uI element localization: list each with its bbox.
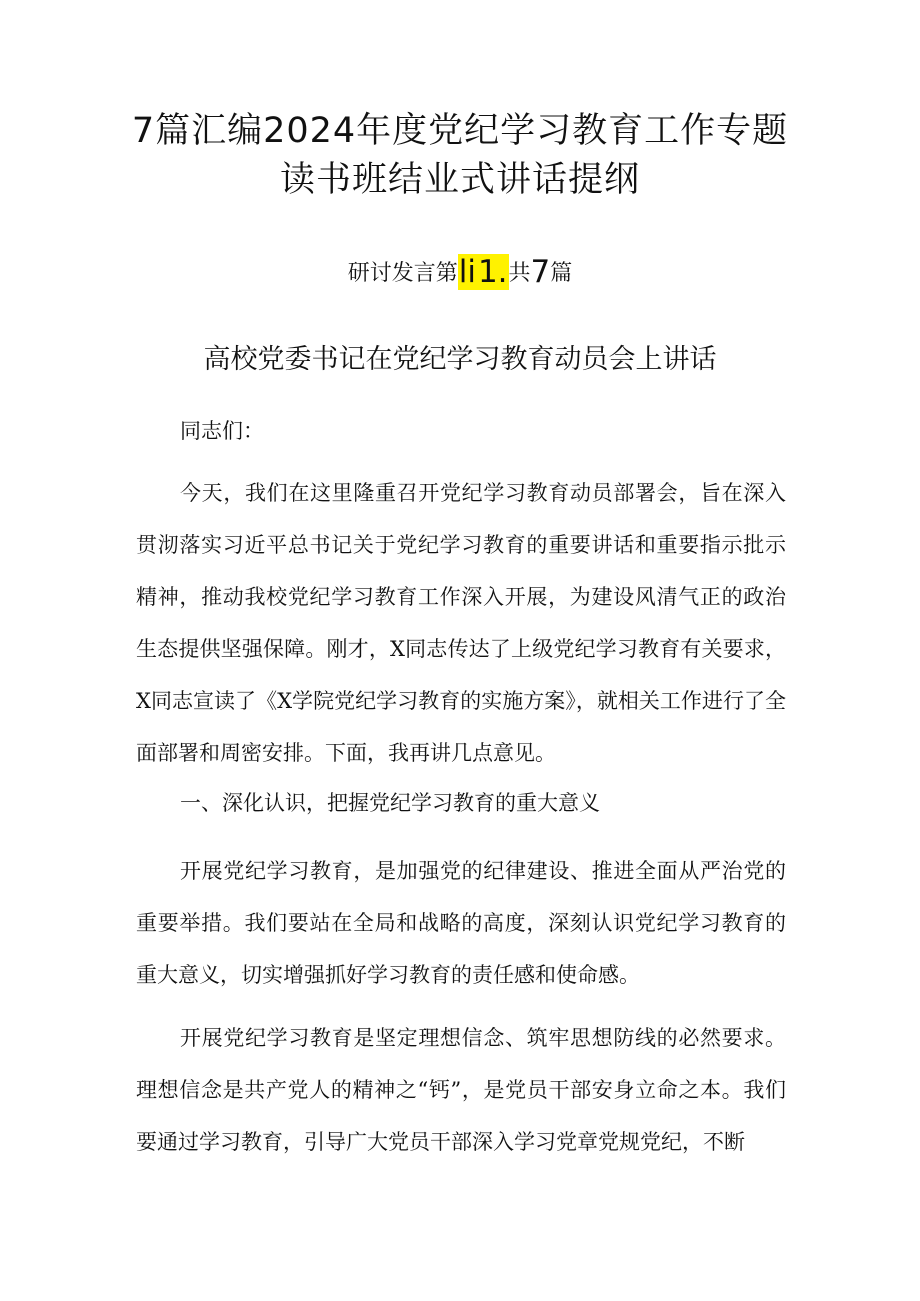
speech-heading: 高校党委书记在党纪学习教育动员会上讲话 — [203, 344, 717, 375]
doc-title-line-2: 读书班结业式讲话提纲 — [279, 160, 640, 200]
subtitle-prefix: 研讨发言第 — [347, 261, 458, 286]
section-heading-1: 一、深化认识，把握党纪学习教育的重大意义 — [180, 791, 600, 815]
subtitle-highlight-b: 1. — [477, 254, 508, 290]
subtitle-suffix: 篇 — [550, 261, 573, 286]
paragraph-1: 今天，我们在这里隆重召开党纪学习教育动员部署会，旨在深入贯沏落实习近平总书记关于党纪学习教育的重要讲话和重要指示批示精神，推动我校党纪学习教育工作深入开展，为建设风清气正的政治生态提供坚强保障。刚才，X同志传达了上级党纪学习教育有关要求，X同志宣读了《X学院党纪学习教育的实施方案》，就相关工作进行了全面部署和周密安排。下面，我再讲几点意见。 — [136, 481, 786, 765]
greeting: 同志们： — [180, 419, 264, 443]
doc-subtitle — [0, 254, 920, 292]
doc-title-line-1: 7篇汇编2024年度党纪学习教育工作专题 — [131, 111, 789, 151]
paragraph-2: 开展党纪学习教育，是加强党的纪律建设、推进全面从严治党的重要举措。我们要站在全局和战略的高度，深刻认识党纪学习教育的重大意义，切实增强抓好学习教育的责任感和使命感。 — [136, 859, 786, 987]
subtitle-highlight-a: li — [458, 254, 476, 290]
subtitle-mid: 共 — [508, 261, 531, 286]
paragraph-3: 开展党纪学习教育是坚定理想信念、筑牢思想防线的必然要求。理想信念是共产党人的精神之“钙”，是党员干部安身立命之本。我们要通过学习教育，引导广大党员干部深入学习党章党规党纪，不断 — [136, 1026, 786, 1154]
subtitle-count: 7 — [530, 254, 551, 290]
